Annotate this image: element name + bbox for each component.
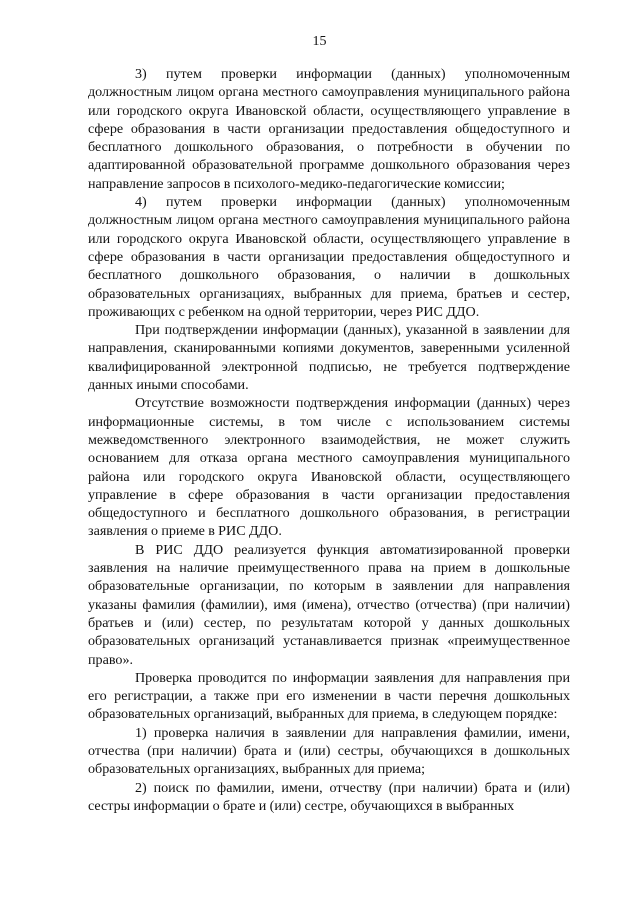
page-number: 15 (312, 34, 327, 49)
list-item-2: 2) поиск по фамилии, имени, отчеству (при наличии) брата и (или) сестры информации о брате и (или) сестре, обучающихся в выбранных (88, 779, 570, 814)
paragraph-automated-check: В РИС ДДО реализуется функция автоматизированной проверки заявления на наличие преимущественного права на прием в дошкольные образовательные организации, по которым в заявлении для направления указаны фамилия (фамилии), имя (имена), отчество (отчества) (при наличии) братьев и (или) сестер, по результатам которой у данных дошкольных образовательных организаций устанавливается признак «преимущественное право». (88, 541, 570, 668)
paragraph-scanned-copies: При подтверждении информации (данных), указанной в заявлении для направления, сканированными копиями документов, заверенными усиленной квалифицированной электронной подписью, не требуется подтверждение данных иными способами. (88, 322, 570, 394)
paragraph-check-procedure: Проверка проводится по информации заявления для направления при его регистрации, а также при его изменении в части перечня дошкольных образовательных организаций, выбранных для приема, в следующем порядке: (88, 669, 570, 723)
paragraph-item-4: 4) путем проверки информации (данных) уполномоченным должностным лицом органа местного самоуправления муниципального района или городского округа Ивановской области, осуществляющего управление в сфере образования в части организации предоставления общедоступного и бесплатного дошкольного образования, о наличии в дошкольных образовательных организациях, выбранных для приема, братьев и сестер, проживающих с ребенком на одной территории, через РИС ДДО. (88, 194, 570, 320)
document-body (88, 65, 570, 815)
paragraph-item-3: 3) путем проверки информации (данных) уполномоченным должностным лицом органа местного самоуправления муниципального района или городского округа Ивановской области, осуществляющего управление в сфере образования в части организации предоставления общедоступного и бесплатного дошкольного образования, о потребности в обучении по адаптированной образовательной программе дошкольного образования через направление запросов в психолого-медико-педагогические комиссии; (88, 66, 570, 192)
paragraph-no-confirmation: Отсутствие возможности подтверждения информации (данных) через информационные системы, в том числе с использованием системы межведомственного электронного взаимодействия, не может служить основанием для отказа органа местного самоуправления муниципального района или городского округа Ивановской области, осуществляющего управление в сфере образования в части организации предоставления общедоступного и бесплатного дошкольного образования, в регистрации заявления о приеме в РИС ДДО. (88, 395, 570, 540)
list-item-1: 1) проверка наличия в заявлении для направления фамилии, имени, отчества (при наличии) брата и (или) сестры, обучающихся в дошкольных образовательных организациях, выбранных для приема; (88, 724, 570, 778)
